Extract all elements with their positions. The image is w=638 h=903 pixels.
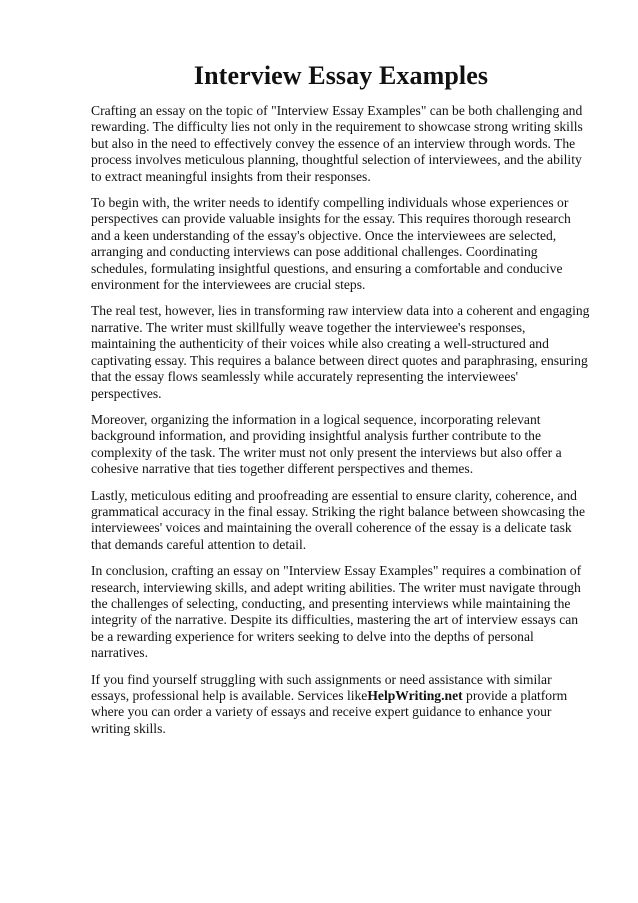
paragraph-4: Moreover, organizing the information in a logical sequence, incorporating relevant background information, and providing insightful analysis further contribute to the complexity of the task. The writer must not only present the interviews but also offer a cohesive narrative that ties together different perspectives and themes. [91, 411, 562, 477]
brand-link[interactable]: HelpWriting.net [367, 688, 463, 703]
paragraph-1: Crafting an essay on the topic of "Interview Essay Examples" can be both challenging and rewarding. The difficulty lies not only in the requirement to showcase strong writing skills but also in the need to effectively convey the essence of an interview through words. The process involves meticulous planning, thoughtful selection of interviewees, and the ability to extract meaningful insights from their responses. [91, 103, 583, 184]
paragraph-3: The real test, however, lies in transforming raw interview data into a coherent and engaging narrative. The writer must skillfully weave together the interviewee's responses, maintaining the authenticity of their voices while also creating a well-structured and captivating essay. This requires a balance between direct quotes and paraphrasing, ensuring that the essay flows seamlessly while accurately representing the interviewees' perspectives. [91, 303, 590, 401]
document-title: Interview Essay Examples [193, 61, 489, 90]
closing-text-after: provide a platform where you can order a variety of essays and receive expert guidance to enhance your writing skills. [91, 688, 568, 736]
closing-paragraph [91, 672, 591, 738]
paragraph-6: In conclusion, crafting an essay on "Interview Essay Examples" requires a combination of research, interviewing skills, and adept writing abilities. The writer must navigate through the challenges of selecting, conducting, and presenting interviews while maintaining the integrity of the narrative. Despite its difficulties, mastering the art of interview essays can be a rewarding experience for writers seeking to delve into the depths of personal narratives. [91, 563, 582, 661]
document-page [91, 60, 591, 747]
closing-text-before: If you find yourself struggling with such assignments or need assistance with similar essays, professional help is available. Services like [91, 671, 552, 703]
paragraph-2: To begin with, the writer needs to identify compelling individuals whose experiences or perspectives can provide valuable insights for the essay. This requires thorough research and a keen understanding of the essay's objective. Once the interviewees are selected, arranging and conducting interviews can pose additional challenges. Coordinating schedules, formulating insightful questions, and ensuring a comfortable and conducive environment for the interviewees are crucial steps. [91, 195, 571, 293]
paragraph-5: Lastly, meticulous editing and proofreading are essential to ensure clarity, coherence, and grammatical accuracy in the final essay. Striking the right balance between showcasing the interviewees' voices and maintaining the overall coherence of the essay is a delicate task that demands careful attention to detail. [91, 487, 585, 552]
